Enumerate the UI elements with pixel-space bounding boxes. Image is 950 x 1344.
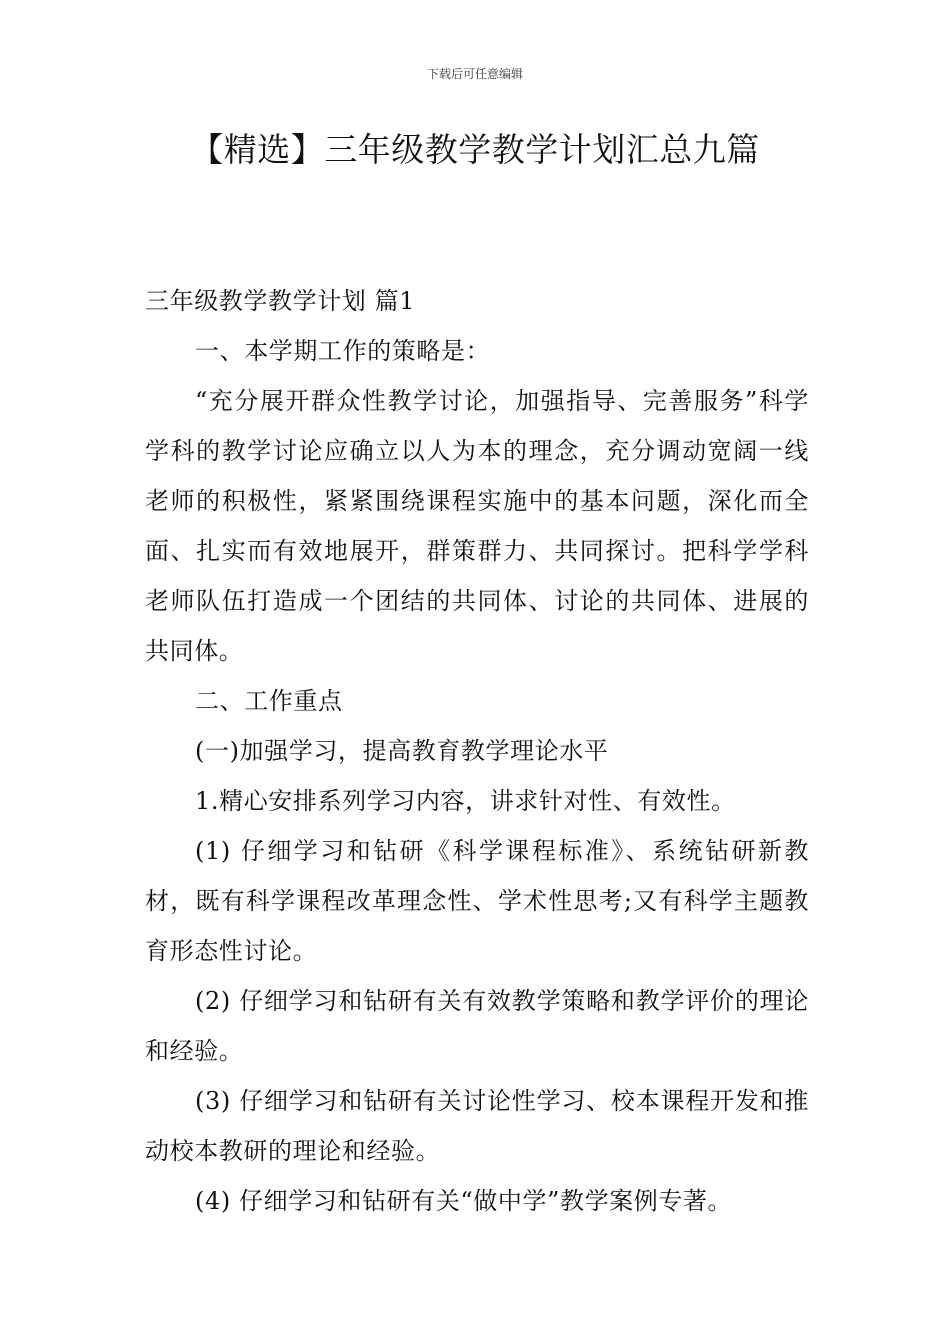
document-body bbox=[145, 276, 809, 1226]
paragraph-subheading-study: (一)加强学习，提高教育教学理论水平 bbox=[195, 737, 609, 765]
section-heading: 三年级教学教学计划 篇1 bbox=[145, 287, 416, 315]
paragraph-subitem-2: (2) 仔细学习和钻研有关有效教学策略和教学评价的理论和经验。 bbox=[145, 987, 809, 1065]
document-title: 【精选】三年级教学教学计划汇总九篇 bbox=[190, 130, 760, 169]
paragraph-strategy-body: “充分展开群众性教学讨论，加强指导、完善服务”科学学科的教学讨论应确立以人为本的理念，充分调动宽阔一线老师的积极性，紧紧围绕课程实施中的基本问题，深化而全面、扎实而有效地展开，群策群力、共同探讨。把科学学科老师队伍打造成一个团结的共同体、讨论的共同体、进展的共同体。 bbox=[145, 387, 809, 665]
paragraph-subitem-1: (1) 仔细学习和钻研《科学课程标准》、系统钻研新教材，既有科学课程改革理念性、学术性思考;又有科学主题教育形态性讨论。 bbox=[145, 837, 809, 965]
paragraph-strategy-heading: 一、本学期工作的策略是： bbox=[195, 337, 491, 365]
paragraph-work-focus: 二、工作重点 bbox=[195, 687, 343, 715]
paragraph-subitem-4: (4) 仔细学习和钻研有关“做中学”教学案例专著。 bbox=[195, 1187, 733, 1215]
paragraph-item-1: 1.精心安排系列学习内容，讲求针对性、有效性。 bbox=[195, 787, 736, 815]
download-note: 下载后可任意编辑 bbox=[426, 67, 523, 81]
paragraph-subitem-3: (3) 仔细学习和钻研有关讨论性学习、校本课程开发和推动校本教研的理论和经验。 bbox=[145, 1087, 809, 1165]
